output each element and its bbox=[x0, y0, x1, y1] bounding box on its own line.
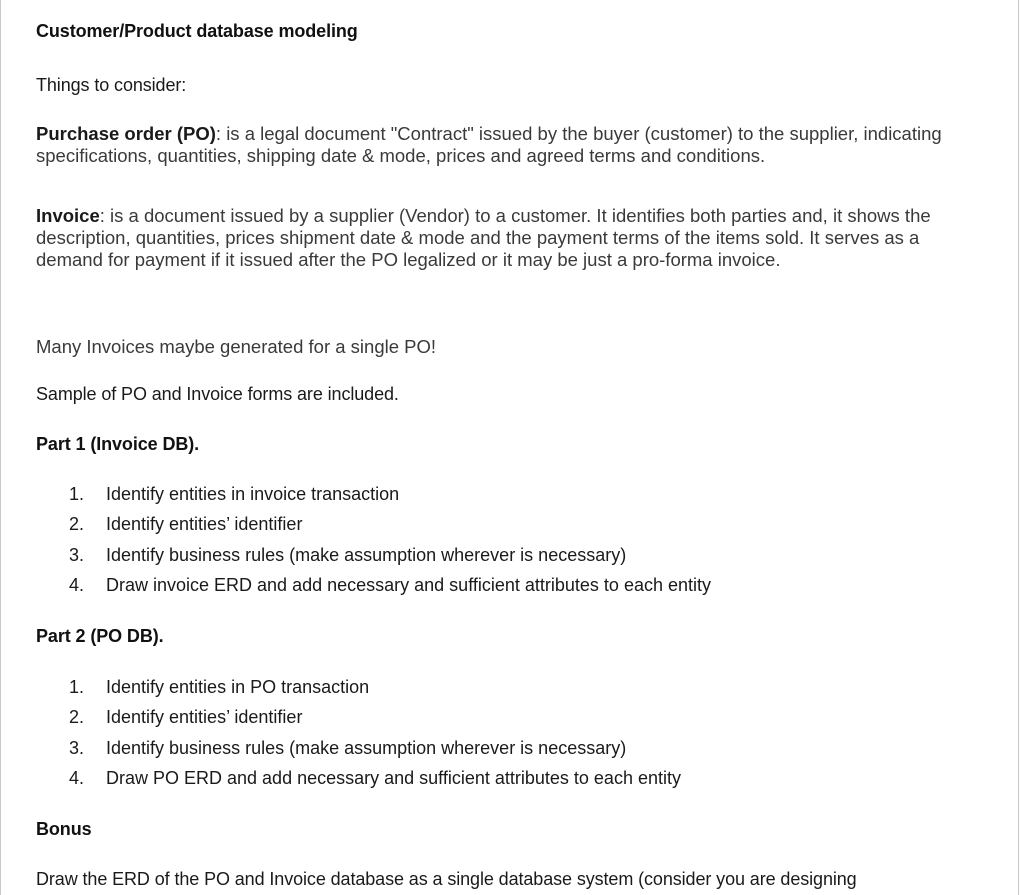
list-text: Identify entities’ identifier bbox=[106, 514, 303, 534]
many-invoices-note: Many Invoices maybe generated for a single PO! bbox=[36, 336, 437, 357]
list-number: 4. bbox=[69, 575, 85, 595]
list-text: Identify entities in PO transaction bbox=[106, 677, 370, 697]
bonus-heading: Bonus bbox=[36, 819, 92, 839]
list-item bbox=[69, 545, 626, 566]
po-definition-text: : is a legal document "Contract" issued by the buyer (customer) to the supplier, indicating specifications, quantities, shipping date & mode, prices and agreed terms and conditions. bbox=[36, 123, 942, 166]
document-title: Customer/Product database modeling bbox=[36, 21, 358, 41]
invoice-term: Invoice bbox=[36, 205, 100, 226]
list-text: Identify business rules (make assumption wherever is necessary) bbox=[106, 738, 627, 758]
list-text: Draw PO ERD and add necessary and sufficient attributes to each entity bbox=[106, 768, 681, 788]
list-number: 3. bbox=[69, 738, 85, 758]
list-text: Identify entities’ identifier bbox=[106, 707, 303, 727]
part2-heading: Part 2 (PO DB). bbox=[36, 626, 164, 646]
bonus-text: Draw the ERD of the PO and Invoice database as a single database system (consider you are designing bbox=[36, 869, 857, 889]
sample-note: Sample of PO and Invoice forms are included. bbox=[36, 384, 399, 404]
list-text: Identify entities in invoice transaction bbox=[106, 484, 400, 504]
list-number: 1. bbox=[69, 677, 85, 697]
list-number: 3. bbox=[69, 545, 85, 565]
list-item bbox=[69, 677, 369, 698]
intro-text: Things to consider: bbox=[36, 75, 187, 95]
list-number: 2. bbox=[69, 707, 85, 727]
list-number: 1. bbox=[69, 484, 85, 504]
list-item bbox=[69, 738, 626, 759]
list-item bbox=[69, 575, 711, 596]
list-item bbox=[69, 707, 302, 728]
po-term: Purchase order (PO) bbox=[36, 123, 216, 144]
invoice-definition bbox=[36, 205, 976, 271]
po-definition bbox=[36, 123, 976, 167]
list-item bbox=[69, 768, 681, 789]
invoice-definition-text: : is a document issued by a supplier (Vendor) to a customer. It identifies both parties and, it shows the description, quantities, prices shipment date & mode and the payment terms of the items sold. It serves as a demand for payment if it issued after the PO legalized or it may be just a pro-forma invoice. bbox=[36, 205, 931, 270]
list-number: 2. bbox=[69, 514, 85, 534]
list-text: Draw invoice ERD and add necessary and sufficient attributes to each entity bbox=[106, 575, 711, 595]
list-item bbox=[69, 514, 302, 535]
list-number: 4. bbox=[69, 768, 85, 788]
part1-heading: Part 1 (Invoice DB). bbox=[36, 434, 200, 454]
list-item bbox=[69, 484, 399, 505]
list-text: Identify business rules (make assumption wherever is necessary) bbox=[106, 545, 627, 565]
